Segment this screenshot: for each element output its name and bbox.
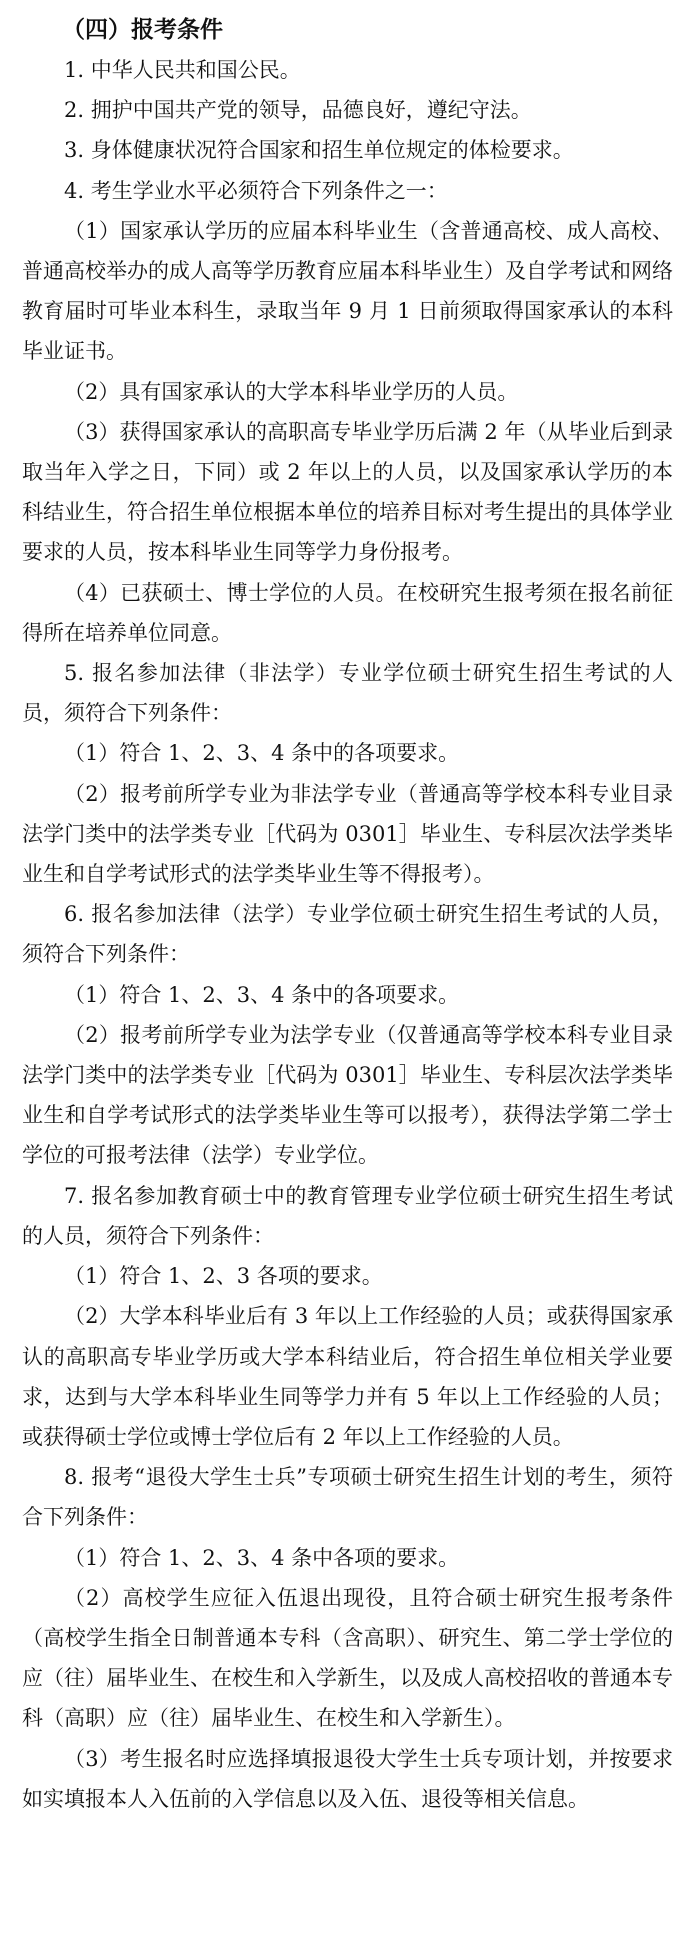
paragraph-condition-5-1: （1）符合 1、2、3、4 条中的各项要求。 <box>64 741 460 766</box>
paragraph-condition-7: 7. 报名参加教育硕士中的教育管理专业学位硕士研究生招生考试的人员，须符合下列条件： <box>22 1183 673 1248</box>
paragraph-condition-6: 6. 报名参加法律（法学）专业学位硕士研究生招生考试的人员，须符合下列条件： <box>22 902 673 967</box>
paragraph-condition-5-2: （2）报考前所学专业为非法学专业（普通高等学校本科专业目录法学门类中的法学类专业［代码为 0301］毕业生、专科层次法学类毕业生和自学考试形式的法学类毕业生等不得报考）。 <box>22 781 673 887</box>
section-heading: （四）报考条件 <box>62 16 223 43</box>
paragraph-condition-8-2: （2）高校学生应征入伍退出现役，且符合硕士研究生报考条件（高校学生指全日制普通本专科（含高职）、研究生、第二学士学位的应（往）届毕业生、在校生和入学新生，以及成人高校招收的普通本专科（高职）应（往）届毕业生、在校生和入学新生）。 <box>22 1585 673 1731</box>
paragraph-condition-4: 4. 考生学业水平必须符合下列条件之一： <box>64 178 448 203</box>
paragraph-condition-7-1: （1）符合 1、2、3 各项的要求。 <box>64 1264 383 1289</box>
paragraph-condition-5: 5. 报名参加法律（非法学）专业学位硕士研究生招生考试的人员，须符合下列条件： <box>22 661 673 726</box>
paragraph-condition-6-1: （1）符合 1、2、3、4 条中的各项要求。 <box>64 982 460 1007</box>
paragraph-condition-4-2: （2）具有国家承认的大学本科毕业学历的人员。 <box>64 379 519 404</box>
paragraph-condition-4-3: （3）获得国家承认的高职高专毕业学历后满 2 年（从毕业后到录取当年入学之日，下同）或 2 年以上的人员，以及国家承认学历的本科结业生，符合招生单位根据本单位的培养目标对考生提出的具体学业要求的人员，按本科毕业生同等学力身份报考。 <box>22 419 673 565</box>
paragraph-condition-3: 3. 身体健康状况符合国家和招生单位规定的体检要求。 <box>64 138 574 163</box>
paragraph-condition-7-2: （2）大学本科毕业后有 3 年以上工作经验的人员；或获得国家承认的高职高专毕业学历或大学本科结业后，符合招生单位相关学业要求，达到与大学本科毕业生同等学力并有 5 年以上工作经验的人员；或获得硕士学位或博士学位后有 2 年以上工作经验的人员。 <box>22 1304 673 1449</box>
paragraph-condition-4-4: （4）已获硕士、博士学位的人员。在校研究生报考须在报名前征得所在培养单位同意。 <box>22 580 673 645</box>
paragraph-condition-8: 8. 报考“退役大学生士兵”专项硕士研究生招生计划的考生，须符合下列条件： <box>22 1465 673 1530</box>
paragraph-condition-8-3: （3）考生报名时应选择填报退役大学生士兵专项计划，并按要求如实填报本人入伍前的入学信息以及入伍、退役等相关信息。 <box>22 1746 673 1811</box>
paragraph-condition-1: 1. 中华人民共和国公民。 <box>64 58 301 82</box>
paragraph-condition-8-1: （1）符合 1、2、3、4 条中各项的要求。 <box>64 1545 460 1570</box>
paragraph-condition-6-2: （2）报考前所学专业为法学专业（仅普通高等学校本科专业目录法学门类中的法学类专业［代码为 0301］毕业生、专科层次法学类毕业生和自学考试形式的法学类毕业生等可以报考），获得法学第二学士学位的可报考法律（法学）专业学位。 <box>22 1022 673 1168</box>
paragraph-condition-2: 2. 拥护中国共产党的领导，品德良好，遵纪守法。 <box>64 98 532 123</box>
paragraph-condition-4-1: （1）国家承认学历的应届本科毕业生（含普通高校、成人高校、普通高校举办的成人高等学历教育应届本科毕业生）及自学考试和网络教育届时可毕业本科生，录取当年 9 月 1 日前须取得国家承认的本科毕业证书。 <box>22 218 673 364</box>
